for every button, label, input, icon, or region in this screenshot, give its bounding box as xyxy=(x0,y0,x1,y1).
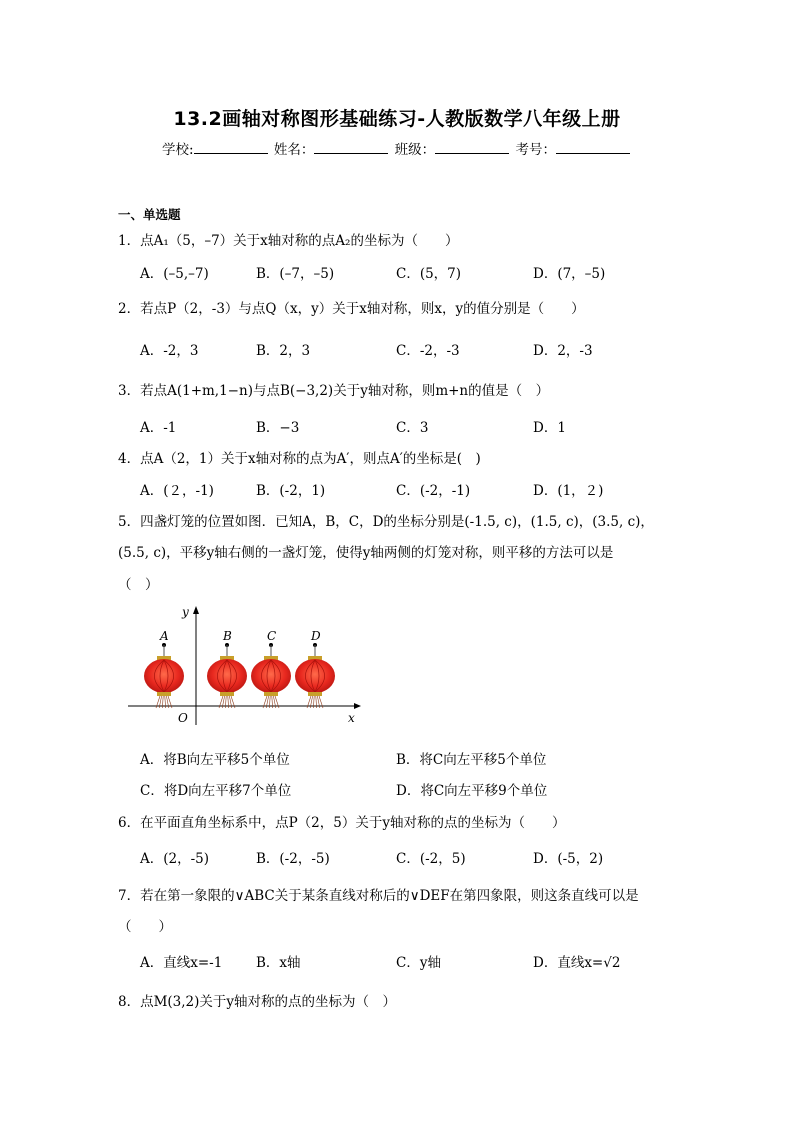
lantern-figure xyxy=(126,600,366,730)
question-5-stem-line-3: （ ） xyxy=(118,577,159,593)
q6-option-d[interactable]: D．(-5，2) xyxy=(533,851,604,867)
page-title: 13.2画轴对称图形基础练习-人教版数学八年级上册 xyxy=(173,108,621,130)
number-blank[interactable] xyxy=(556,141,630,154)
lantern-label-a: A xyxy=(160,629,169,643)
class-blank[interactable] xyxy=(435,141,509,154)
q7-option-b[interactable]: B．x轴 xyxy=(256,955,301,971)
q1-option-c[interactable]: C．(5，7) xyxy=(396,266,462,282)
lantern-label-c: C xyxy=(267,629,277,643)
q7-option-c[interactable]: C．y轴 xyxy=(396,955,441,971)
question-4-stem: 4．点A（2，1）关于x轴对称的点为A′，则点A′的坐标是( ) xyxy=(118,451,481,467)
q4-option-c[interactable]: C．(-2，-1) xyxy=(396,483,471,499)
q6-option-a[interactable]: A．(2，-5) xyxy=(140,851,210,867)
question-5-stem-line-2: (5.5, c)，平移y轴右侧的一盏灯笼，使得y轴两侧的灯笼对称，则平移的方法可以是 xyxy=(118,545,614,561)
q2-option-b[interactable]: B．2，3 xyxy=(256,343,311,359)
q5-option-d[interactable]: D．将C向左平移9个单位 xyxy=(396,783,548,799)
y-axis-arrow-icon xyxy=(193,606,199,614)
x-axis-label: x xyxy=(348,711,355,725)
q1-option-b[interactable]: B．(–7，–5) xyxy=(256,266,335,282)
q4-option-a[interactable]: A．(２，-1) xyxy=(140,483,214,499)
q5-option-b[interactable]: B．将C向左平移5个单位 xyxy=(396,752,547,768)
question-7-stem-line-2: （ ） xyxy=(118,919,172,935)
q3-option-d[interactable]: D．1 xyxy=(533,420,566,436)
question-5-stem-line-1: 5．四盏灯笼的位置如图．已知A，B，C，D的坐标分别是(-1.5, c)，(1.5, c)，(3.5, c)， xyxy=(118,514,654,530)
q5-option-c[interactable]: C．将D向左平移7个单位 xyxy=(140,783,292,799)
q3-option-b[interactable]: B．−3 xyxy=(256,420,300,436)
q6-option-b[interactable]: B．(-2，-5) xyxy=(256,851,330,867)
y-axis-label: y xyxy=(182,605,189,619)
lantern-d xyxy=(295,629,335,708)
class-label: 班级： xyxy=(394,142,436,158)
q1-option-d[interactable]: D．(7，–5) xyxy=(533,266,606,282)
lantern-c xyxy=(251,629,291,708)
name-blank[interactable] xyxy=(314,141,388,154)
question-3-stem: 3．若点A(1+m,1−n)与点B(−3,2)关于y轴对称，则m+n的值是（ ） xyxy=(118,383,550,399)
q1-option-a[interactable]: A．(–5,–7) xyxy=(140,266,209,282)
question-6-stem: 6．在平面直角坐标系中，点P（2，5）关于y轴对称的点的坐标为（ ） xyxy=(118,815,566,831)
number-label: 考号： xyxy=(515,142,556,158)
school-label: 学校: xyxy=(162,142,194,158)
q2-option-a[interactable]: A．-2，3 xyxy=(140,343,199,359)
q4-option-b[interactable]: B．(-2，1) xyxy=(256,483,326,499)
q2-option-c[interactable]: C．-2，-3 xyxy=(396,343,460,359)
lantern-a xyxy=(144,629,184,708)
q7-option-a[interactable]: A．直线x=-1 xyxy=(140,955,223,971)
question-1-stem: 1．点A₁（5，–7）关于x轴对称的点A₂的坐标为（ ） xyxy=(118,233,459,249)
q2-option-d[interactable]: D．2，-3 xyxy=(533,343,593,359)
q3-option-c[interactable]: C．3 xyxy=(396,420,429,436)
q4-option-d[interactable]: D．(1，２) xyxy=(533,483,604,499)
lantern-b xyxy=(207,629,247,708)
lantern-label-b: B xyxy=(223,629,232,643)
school-blank[interactable] xyxy=(194,141,268,154)
question-2-stem: 2．若点P（2，-3）与点Q（x，y）关于x轴对称，则x，y的值分别是（ ） xyxy=(118,301,585,317)
origin-label: O xyxy=(178,711,188,725)
q7-option-d[interactable]: D．直线x=√2 xyxy=(533,955,621,971)
question-8-stem: 8．点M(3,2)关于y轴对称的点的坐标为（ ） xyxy=(118,994,397,1010)
name-label: 姓名： xyxy=(273,142,315,158)
question-7-stem-line-1: 7．若在第一象限的∨ABC关于某条直线对称后的∨DEF在第四象限，则这条直线可以是 xyxy=(118,888,639,904)
q6-option-c[interactable]: C．(-2，5) xyxy=(396,851,466,867)
x-axis-arrow-icon xyxy=(354,703,361,709)
lantern-label-d: D xyxy=(311,629,321,643)
student-info-line xyxy=(0,138,794,158)
q5-option-a[interactable]: A．将B向左平移5个单位 xyxy=(140,752,290,768)
section-heading: 一、单选题 xyxy=(118,207,181,222)
q3-option-a[interactable]: A．-1 xyxy=(140,420,177,436)
